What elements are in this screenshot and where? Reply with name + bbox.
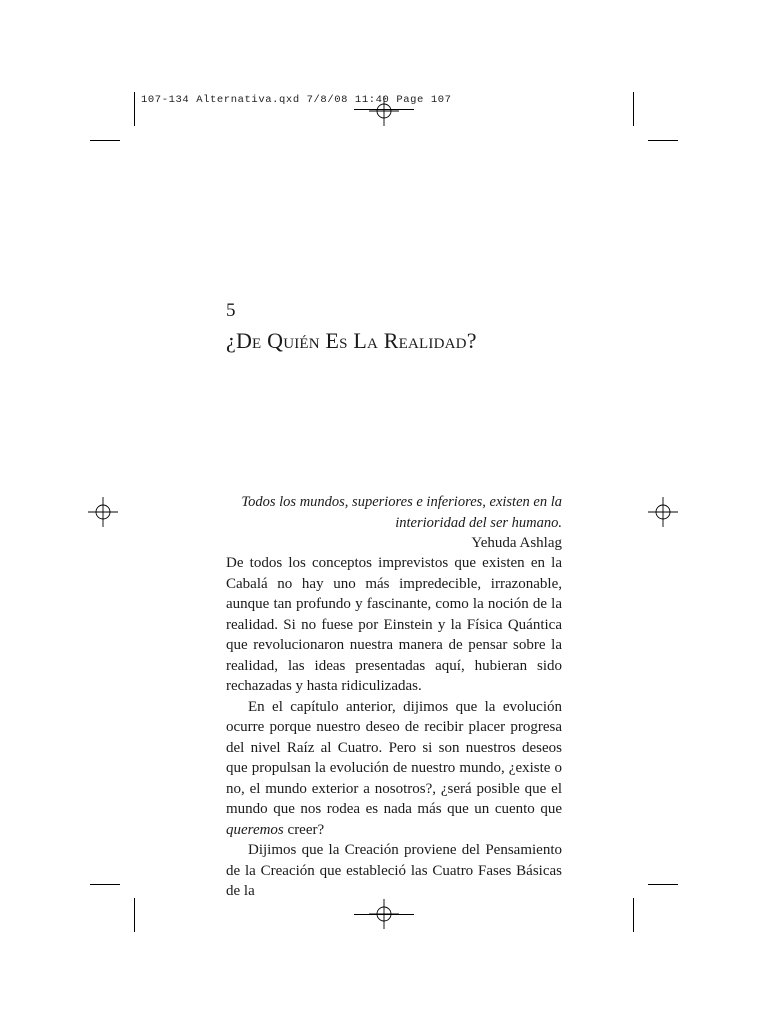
crop-mark-bottom-left-horizontal — [90, 884, 120, 885]
crop-mark-bottom-right-horizontal — [648, 884, 678, 885]
slug-line: 107-134 Alternativa.qxd 7/8/08 11:40 Page 107 — [141, 94, 452, 106]
registration-mark-right-icon — [648, 497, 678, 527]
paragraph-2-text-start: En el capítulo anterior, dijimos que la evolución ocurre porque nuestro deseo de recibir placer progresa del nivel Raíz al Cuatro. Pero si son nuestros deseos que propulsan la evolución de nuestro mundo, ¿existe o no, el mundo exterior a nosotros?, ¿será posible que el mundo que nos rodea es nada más que un cuento que — [226, 698, 562, 817]
paragraph-2 — [226, 697, 562, 841]
epigraph-author: Yehuda Ashlag — [471, 535, 562, 551]
body-text — [226, 553, 562, 902]
paragraph-2-emphasis: queremos — [226, 821, 284, 838]
paragraph-3: Dijimos que la Creación proviene del Pensamiento de la Creación que estableció las Cuatro Fases Básicas de la — [226, 842, 562, 899]
crop-mark-bottom-right-vertical — [633, 898, 634, 932]
registration-mark-top-icon — [369, 96, 399, 126]
chapter-title: ¿De Quién Es La Realidad? — [226, 328, 477, 353]
registration-mark-left-icon — [88, 497, 118, 527]
crop-mark-bottom-center-line — [354, 914, 414, 915]
epigraph-quote: Todos los mundos, superiores e inferiores, existen en la interioridad del ser humano. — [241, 494, 562, 531]
paragraph-1: De todos los conceptos imprevistos que existen en la Cabalá no hay uno más impredecible, irrazonable, aunque tan profundo y fascinante, como la noción de la realidad. Si no fuese por Einstein y la Física Quántica que revolucionaron nuestra manera de pensar sobre la realidad, las ideas presentadas aquí, hubieran sido rechazadas y hasta ridiculizadas. — [226, 555, 562, 694]
crop-mark-top-right-horizontal — [648, 140, 678, 141]
crop-mark-top-left-vertical — [134, 92, 135, 126]
crop-mark-top-left-horizontal — [90, 140, 120, 141]
crop-mark-bottom-left-vertical — [134, 898, 135, 932]
paragraph-2-text-end: creer? — [283, 821, 325, 838]
chapter-number: 5 — [226, 300, 236, 321]
crop-mark-top-right-vertical — [633, 92, 634, 126]
